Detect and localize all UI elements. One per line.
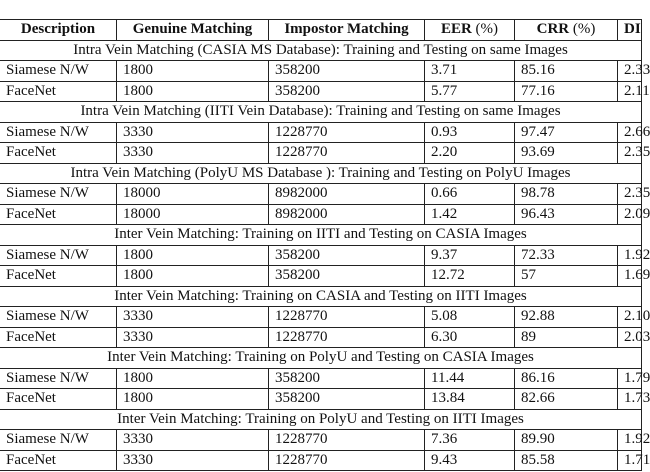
cell-crr: 85.16	[515, 61, 618, 82]
cell-description: Siamese N/W	[0, 245, 117, 266]
section-title: Inter Vein Matching: Training on PolyU and Testing on IITI Images	[0, 409, 642, 430]
cell-eer: 9.43	[425, 450, 515, 471]
cell-eer: 1.42	[425, 204, 515, 225]
cell-genuine: 1800	[117, 245, 269, 266]
cell-di: 1.92	[618, 430, 642, 451]
cell-genuine: 3330	[117, 143, 269, 164]
cell-impostor: 1228770	[269, 450, 425, 471]
cell-eer: 3.71	[425, 61, 515, 82]
cell-impostor: 1228770	[269, 143, 425, 164]
table-row	[0, 307, 642, 328]
section-row	[0, 286, 642, 307]
header-crr-label: CRR	[536, 21, 570, 38]
cell-description: FaceNet	[0, 143, 117, 164]
cell-description: FaceNet	[0, 327, 117, 348]
cell-eer: 0.66	[425, 184, 515, 205]
cell-di: 2.03	[618, 327, 642, 348]
cell-impostor: 358200	[269, 368, 425, 389]
cell-crr: 98.78	[515, 184, 618, 205]
header-eer-unit: (%)	[475, 21, 499, 38]
cell-crr: 57	[515, 266, 618, 287]
header-row	[0, 20, 642, 41]
cell-description: Siamese N/W	[0, 184, 117, 205]
section-title: Inter Vein Matching: Training on CASIA and Testing on IITI Images	[0, 286, 642, 307]
section-row	[0, 409, 642, 430]
cell-impostor: 358200	[269, 61, 425, 82]
cell-description: Siamese N/W	[0, 368, 117, 389]
cell-eer: 12.72	[425, 266, 515, 287]
cell-genuine: 18000	[117, 204, 269, 225]
cell-description: Siamese N/W	[0, 307, 117, 328]
table-row	[0, 204, 642, 225]
cell-eer: 2.20	[425, 143, 515, 164]
cell-crr: 85.58	[515, 450, 618, 471]
cell-description: FaceNet	[0, 266, 117, 287]
cell-crr: 89.90	[515, 430, 618, 451]
cell-genuine: 18000	[117, 184, 269, 205]
cell-di: 2.09	[618, 204, 642, 225]
cell-genuine: 3330	[117, 450, 269, 471]
results-table	[0, 19, 650, 471]
cell-eer: 7.36	[425, 430, 515, 451]
header-crr-unit: (%)	[572, 21, 596, 38]
cell-crr: 97.47	[515, 122, 618, 143]
header-description: Description	[0, 20, 117, 41]
table-row	[0, 81, 642, 102]
cell-eer: 9.37	[425, 245, 515, 266]
table-row	[0, 327, 642, 348]
cell-eer: 6.30	[425, 327, 515, 348]
section-row	[0, 163, 642, 184]
cell-crr: 82.66	[515, 389, 618, 410]
cell-description: Siamese N/W	[0, 122, 117, 143]
table-row	[0, 368, 642, 389]
table-row	[0, 266, 642, 287]
cell-crr: 72.33	[515, 245, 618, 266]
cell-eer: 5.77	[425, 81, 515, 102]
cell-di: 1.69	[618, 266, 642, 287]
cell-eer: 11.44	[425, 368, 515, 389]
cell-genuine: 3330	[117, 327, 269, 348]
section-row	[0, 348, 642, 369]
cell-eer: 5.08	[425, 307, 515, 328]
cell-impostor: 1228770	[269, 307, 425, 328]
cell-crr: 89	[515, 327, 618, 348]
section-title: Intra Vein Matching (IITI Vein Database): Training and Testing on same Images	[0, 102, 642, 123]
cell-impostor: 358200	[269, 389, 425, 410]
cell-description: FaceNet	[0, 450, 117, 471]
cell-crr: 86.16	[515, 368, 618, 389]
cell-genuine: 1800	[117, 81, 269, 102]
cell-di: 2.33	[618, 61, 642, 82]
table-row	[0, 122, 642, 143]
cell-di: 1.73	[618, 389, 642, 410]
table-row	[0, 61, 642, 82]
cell-genuine: 1800	[117, 266, 269, 287]
cell-genuine: 3330	[117, 122, 269, 143]
cell-crr: 92.88	[515, 307, 618, 328]
section-row	[0, 40, 642, 61]
cell-crr: 77.16	[515, 81, 618, 102]
section-row	[0, 225, 642, 246]
cell-description: Siamese N/W	[0, 430, 117, 451]
cell-crr: 93.69	[515, 143, 618, 164]
cell-description: Siamese N/W	[0, 61, 117, 82]
cell-impostor: 8982000	[269, 204, 425, 225]
header-impostor: Impostor Matching	[269, 20, 425, 41]
header-eer	[425, 20, 515, 41]
cell-di: 1.79	[618, 368, 642, 389]
cell-genuine: 3330	[117, 307, 269, 328]
cell-genuine: 1800	[117, 368, 269, 389]
cell-impostor: 8982000	[269, 184, 425, 205]
cell-di: 1.71	[618, 450, 642, 471]
table-row	[0, 450, 642, 471]
table-row	[0, 143, 642, 164]
cell-eer: 0.93	[425, 122, 515, 143]
table-row	[0, 389, 642, 410]
cell-genuine: 3330	[117, 430, 269, 451]
table-row	[0, 245, 642, 266]
section-row	[0, 102, 642, 123]
cell-impostor: 358200	[269, 266, 425, 287]
cell-genuine: 1800	[117, 61, 269, 82]
cell-di: 2.35	[618, 184, 642, 205]
cell-di: 2.11	[618, 81, 642, 102]
section-title: Inter Vein Matching: Training on PolyU and Testing on CASIA Images	[0, 348, 642, 369]
cell-crr: 96.43	[515, 204, 618, 225]
cell-di: 2.66	[618, 122, 642, 143]
cell-di: 2.35	[618, 143, 642, 164]
cell-genuine: 1800	[117, 389, 269, 410]
cell-di: 2.10	[618, 307, 642, 328]
cell-impostor: 1228770	[269, 327, 425, 348]
cell-di: 1.92	[618, 245, 642, 266]
cell-impostor: 358200	[269, 81, 425, 102]
header-crr	[515, 20, 618, 41]
table-row	[0, 430, 642, 451]
table-row	[0, 184, 642, 205]
section-title: Intra Vein Matching (CASIA MS Database): Training and Testing on same Images	[0, 40, 642, 61]
section-title: Intra Vein Matching (PolyU MS Database ): Training and Testing on PolyU Images	[0, 163, 642, 184]
cell-description: FaceNet	[0, 81, 117, 102]
cell-impostor: 1228770	[269, 430, 425, 451]
header-di: DI	[618, 20, 642, 41]
cell-impostor: 1228770	[269, 122, 425, 143]
cell-eer: 13.84	[425, 389, 515, 410]
cell-impostor: 358200	[269, 245, 425, 266]
header-genuine: Genuine Matching	[117, 20, 269, 41]
header-eer-label: EER	[440, 21, 472, 38]
cell-description: FaceNet	[0, 389, 117, 410]
section-title: Inter Vein Matching: Training on IITI and Testing on CASIA Images	[0, 225, 642, 246]
cell-description: FaceNet	[0, 204, 117, 225]
